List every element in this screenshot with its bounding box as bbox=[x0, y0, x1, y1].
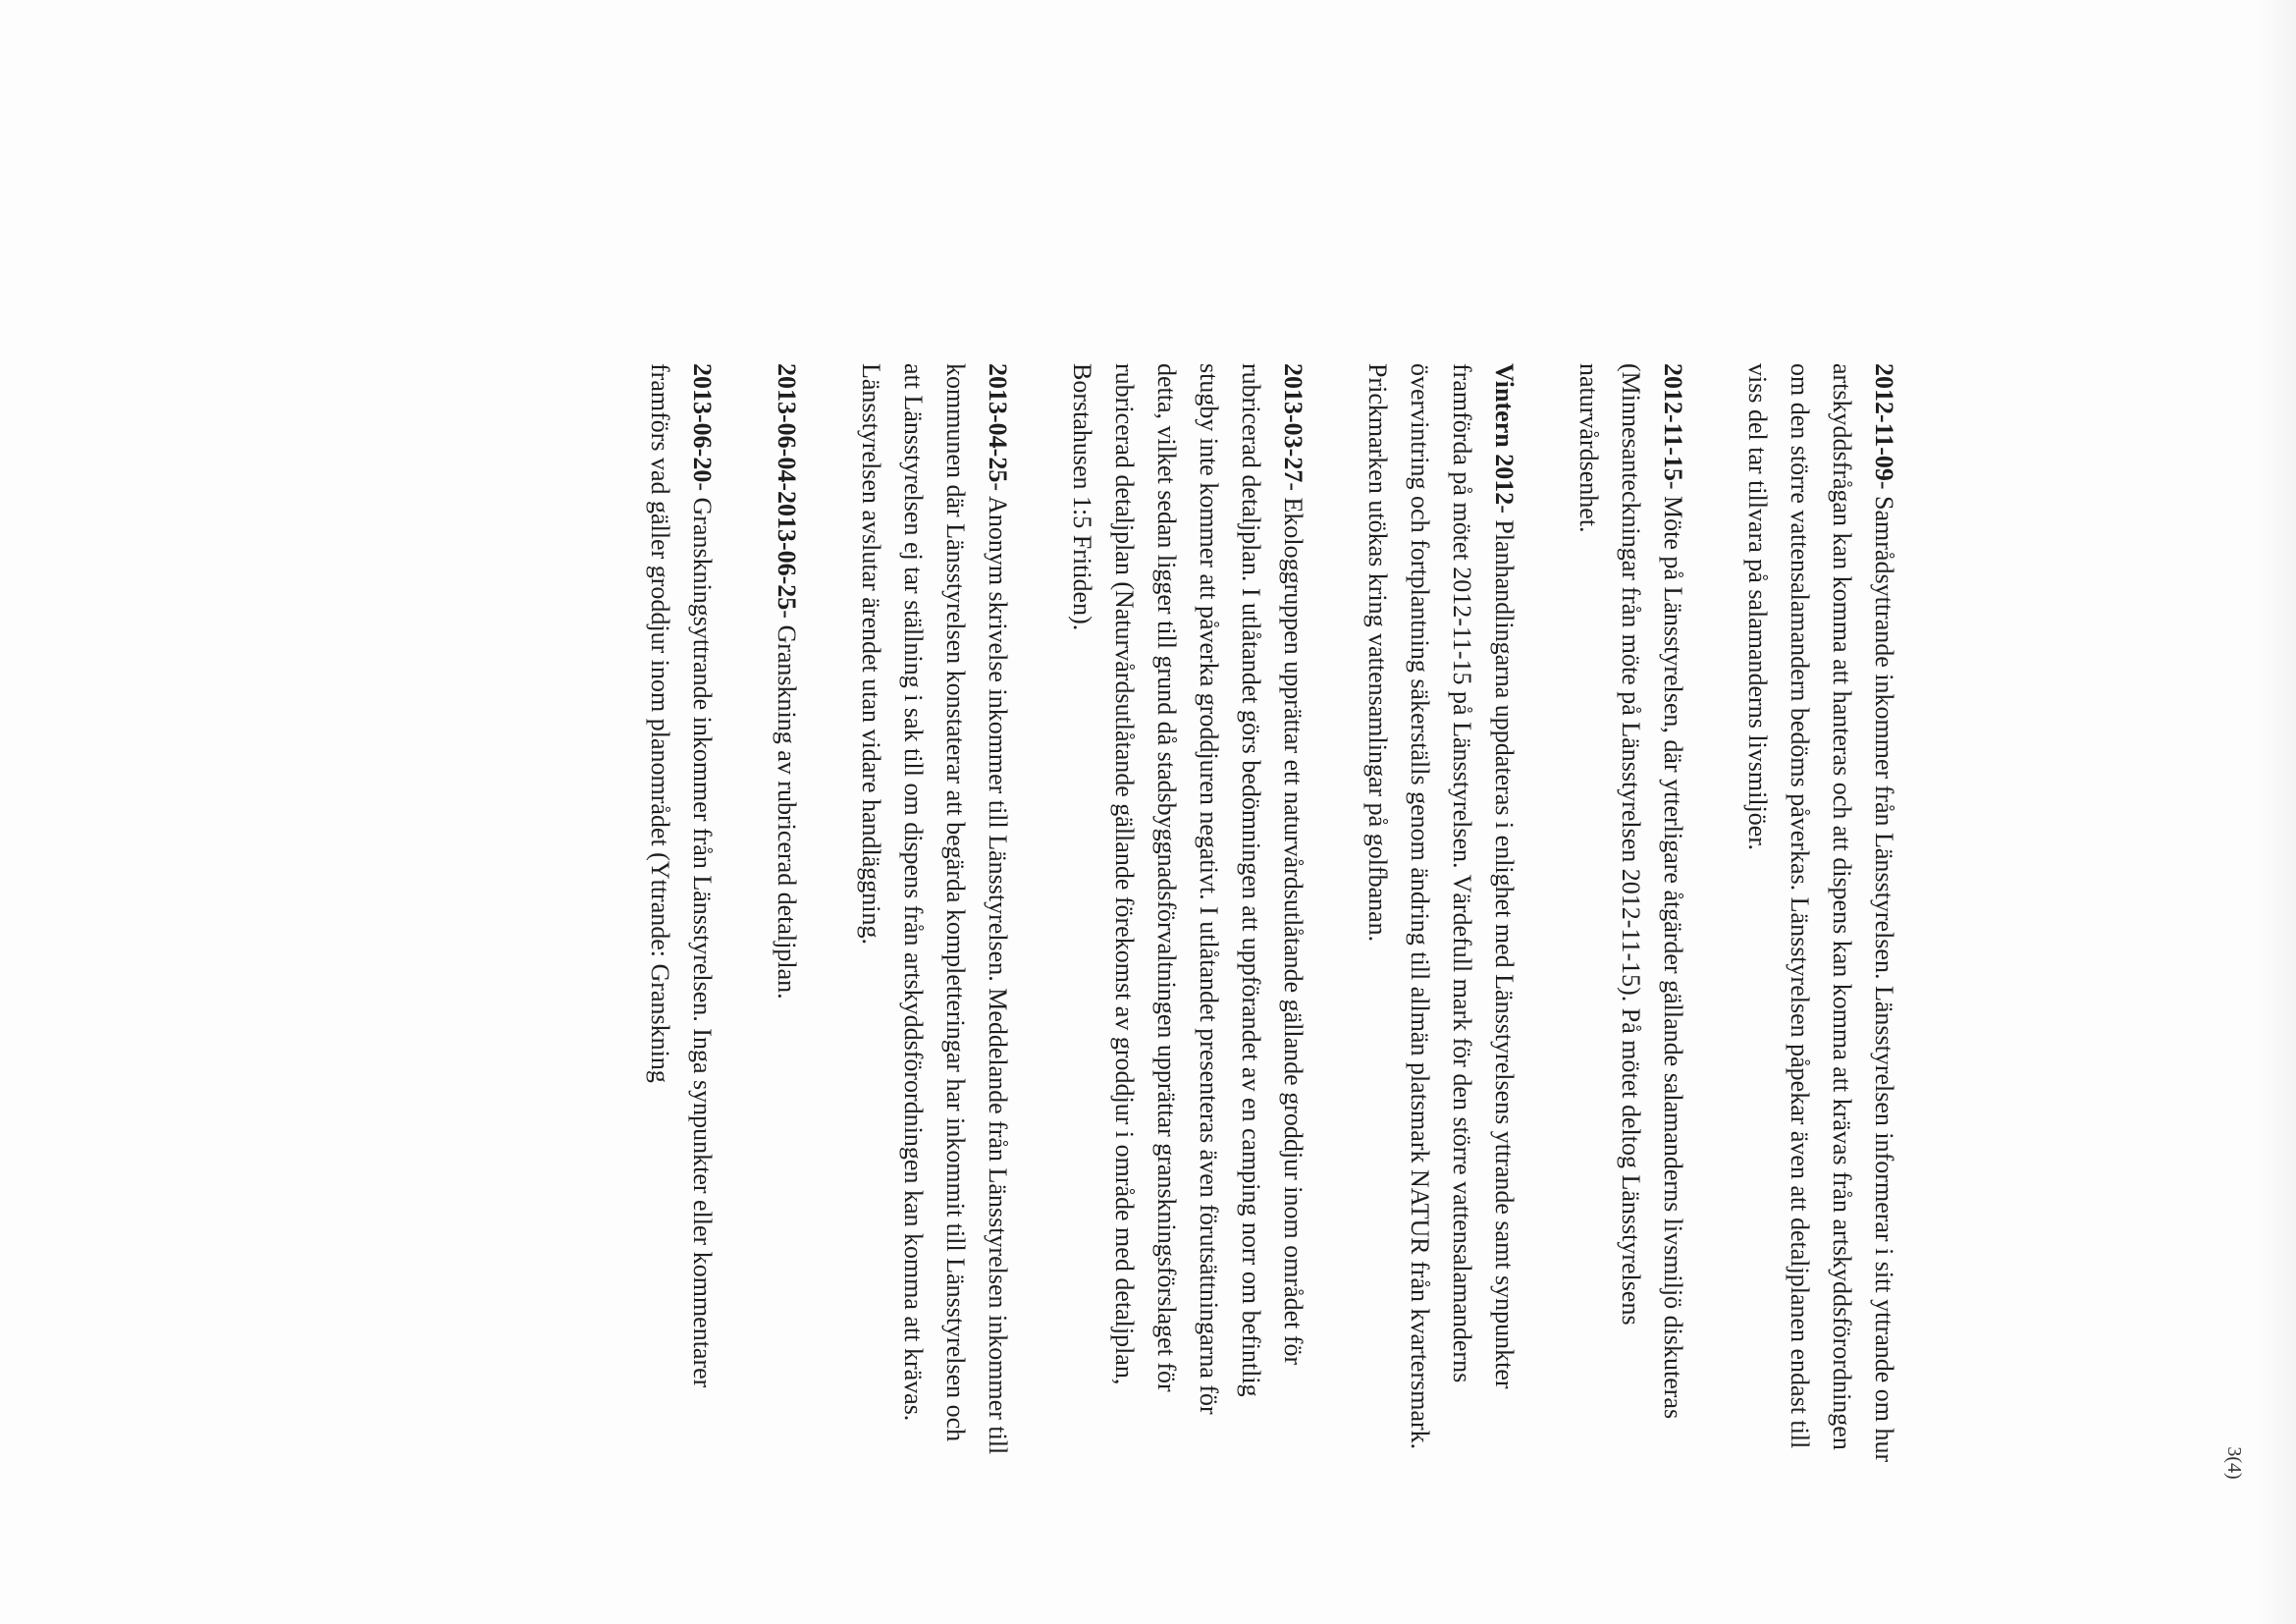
entry-date: 2013-03-27 bbox=[1279, 363, 1308, 483]
entry-text: - Samrådsyttrande inkommer från Länsstyrelsen. Länsstyrelsen informerar i sitt yttrande om hur artskyddsfrågan kan komma att hanteras och att dispens kan komma att krävas från artskyddsförordningen om den större vattensalamandern bedöms påverkas. Länsstyrelsen påpekar även att detaljplanen endast till viss del tar tillvara på salamanderns livsmiljöer. bbox=[1743, 363, 1898, 1463]
document-body bbox=[207, 363, 1905, 1468]
page-number: 3(4) bbox=[2223, 1446, 2245, 1480]
entry-text: - Ekologgruppen upprättar ett naturvårdsutlåtande gällande groddjur inom området för rubricerad detaljplan. I utlåtandet görs bedömningen att uppförandet av en camping norr om befintlig stugby inte kommer att påverka groddjuren negativt. I utlåtandet presenteras även förutsättningarna för detta, vilket sedan ligger till grund då stadsbyggnadsförvaltningen upprättar granskningsförslaget för rubricerad detaljplan (Naturvårdsutlåtande gällande förekomst av groddjur i område med detaljplan, Borstahusen 1:5 Fritiden). bbox=[1068, 363, 1308, 1415]
entry-2013-04-25 bbox=[850, 363, 1019, 1468]
entry-2013-06-20 bbox=[639, 363, 723, 1468]
entry-text: - Möte på Länsstyrelsen, där ytterligare åtgärder gällande salamanderns livsmiljö diskuteras (Minnesanteckningar från möte på Länsstyrelsen 2012-11-15). På mötet deltog Länsstyrelsens naturvårdsenhet. bbox=[1575, 363, 1687, 1420]
entry-2013-06-04 bbox=[766, 363, 808, 1468]
entry-2012-11-09 bbox=[1736, 363, 1905, 1468]
entry-2012-11-15 bbox=[1568, 363, 1694, 1468]
entry-date: Vintern 2012 bbox=[1490, 363, 1519, 506]
entry-vintern-2012 bbox=[1357, 363, 1525, 1468]
entry-2013-03-27 bbox=[1061, 363, 1314, 1468]
entry-text: - Planhandlingarna uppdateras i enlighet med Länsstyrelsens yttrande samt synpunkter framförda på mötet 2012-11-15 på Länsstyrelsen. Värdefull mark för den större vattensalamanderns övervintring och fortplantning säkerställs genom ändring till allmän platsmark NATUR från kvartersmark. Prickmarken utökas kring vattensamlingar på golfbanan. bbox=[1363, 363, 1519, 1450]
entry-text: - Anonym skrivelse inkommer till Länsstyrelsen. Meddelande från Länsstyrelsen inkommer till kommunen där Länsstyrelsen konstaterar att begärda kompletteringar har inkommit till Länsstyrelsen och att Länsstyrelsen ej tar ställning i sak till om dispens från artskyddsförordningen kan komma att krävas. Länsstyrelsen avslutar ärendet utan vidare handläggning. bbox=[857, 363, 1012, 1455]
entry-date: 2013-06-20 bbox=[688, 363, 717, 483]
entry-text: - Granskning av rubricerad detaljplan. bbox=[773, 610, 801, 1000]
scan-edge-shadow bbox=[2258, 0, 2296, 1624]
entry-date: 2012-11-09 bbox=[1870, 363, 1898, 481]
entry-date: 2012-11-15 bbox=[1659, 363, 1687, 481]
entry-date: 2013-06-04-2013-06-25 bbox=[773, 363, 801, 611]
entry-text: - Granskningsyttrande inkommer från Länsstyrelsen. Inga synpunkter eller kommentarer framförs vad gäller groddjur inom planområdet (Yttrande: Granskning bbox=[646, 363, 717, 1388]
entry-date: 2013-04-25 bbox=[984, 363, 1012, 483]
